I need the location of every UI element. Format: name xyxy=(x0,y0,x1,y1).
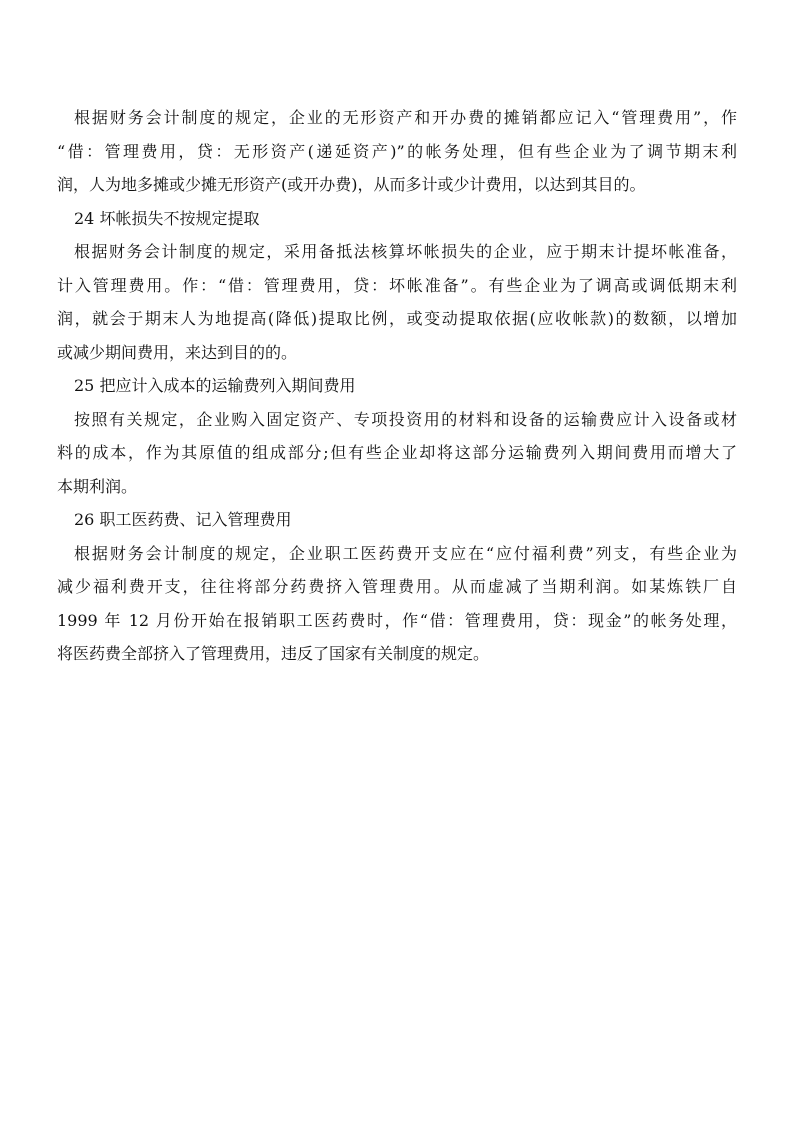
paragraph-freight xyxy=(57,403,737,504)
paragraph-line: 本期利润。 xyxy=(57,476,138,496)
paragraph-line: 减少福利费开支，往往将部分药费挤入管理费用。从而虚减了当期利润。如某炼铁厂自 xyxy=(57,577,737,596)
paragraph-line: 计入管理费用。作：“借：管理费用，贷：坏帐准备”。有些企业为了调高或调低期末利 xyxy=(57,275,737,295)
paragraph-line: “借：管理费用，贷：无形资产(递延资产)”的帐务处理，但有些企业为了调节期末利 xyxy=(57,141,737,161)
section-heading-26: 26 职工医药费、记入管理费用 xyxy=(74,510,292,529)
document-body xyxy=(57,101,737,671)
paragraph-line: 料的成本，作为其原值的组成部分;但有些企业却将这部分运输费列入期间费用而增大了 xyxy=(57,443,737,462)
paragraph-line: 将医药费全部挤入了管理费用，违反了国家有关制度的规定。 xyxy=(57,644,490,663)
paragraph-amortization xyxy=(57,101,737,202)
paragraph-medical xyxy=(57,537,737,671)
paragraph-line: 1999 年 12 月份开始在报销职工医药费时，作“借：管理费用，贷：现金”的帐务处理， xyxy=(57,610,737,630)
paragraph-bad-debt xyxy=(57,235,737,369)
paragraph-line: 根据财务会计制度的规定，采用备抵法核算坏帐损失的企业，应于期末计提坏帐准备， xyxy=(74,242,737,261)
paragraph-line: 或减少期间费用，来达到目的的。 xyxy=(57,342,298,362)
section-heading-24: 24 坏帐损失不按规定提取 xyxy=(74,208,260,228)
section-heading-25: 25 把应计入成本的运输费列入期间费用 xyxy=(74,376,356,395)
paragraph-line: 润，人为地多摊或少摊无形资产(或开办费)，从而多计或少计费用，以达到其目的。 xyxy=(57,175,646,194)
paragraph-line: 润，就会于期末人为地提高(降低)提取比例，或变动提取依据(应收帐款)的数额，以增加 xyxy=(57,309,737,328)
paragraph-line: 按照有关规定，企业购入固定资产、专项投资用的材料和设备的运输费应计入设备或材 xyxy=(74,409,737,429)
paragraph-line: 根据财务会计制度的规定，企业职工医药费开支应在“应付福利费”列支，有些企业为 xyxy=(74,543,737,563)
paragraph-line: 根据财务会计制度的规定，企业的无形资产和开办费的摊销都应记入“管理费用”，作 xyxy=(74,108,737,127)
